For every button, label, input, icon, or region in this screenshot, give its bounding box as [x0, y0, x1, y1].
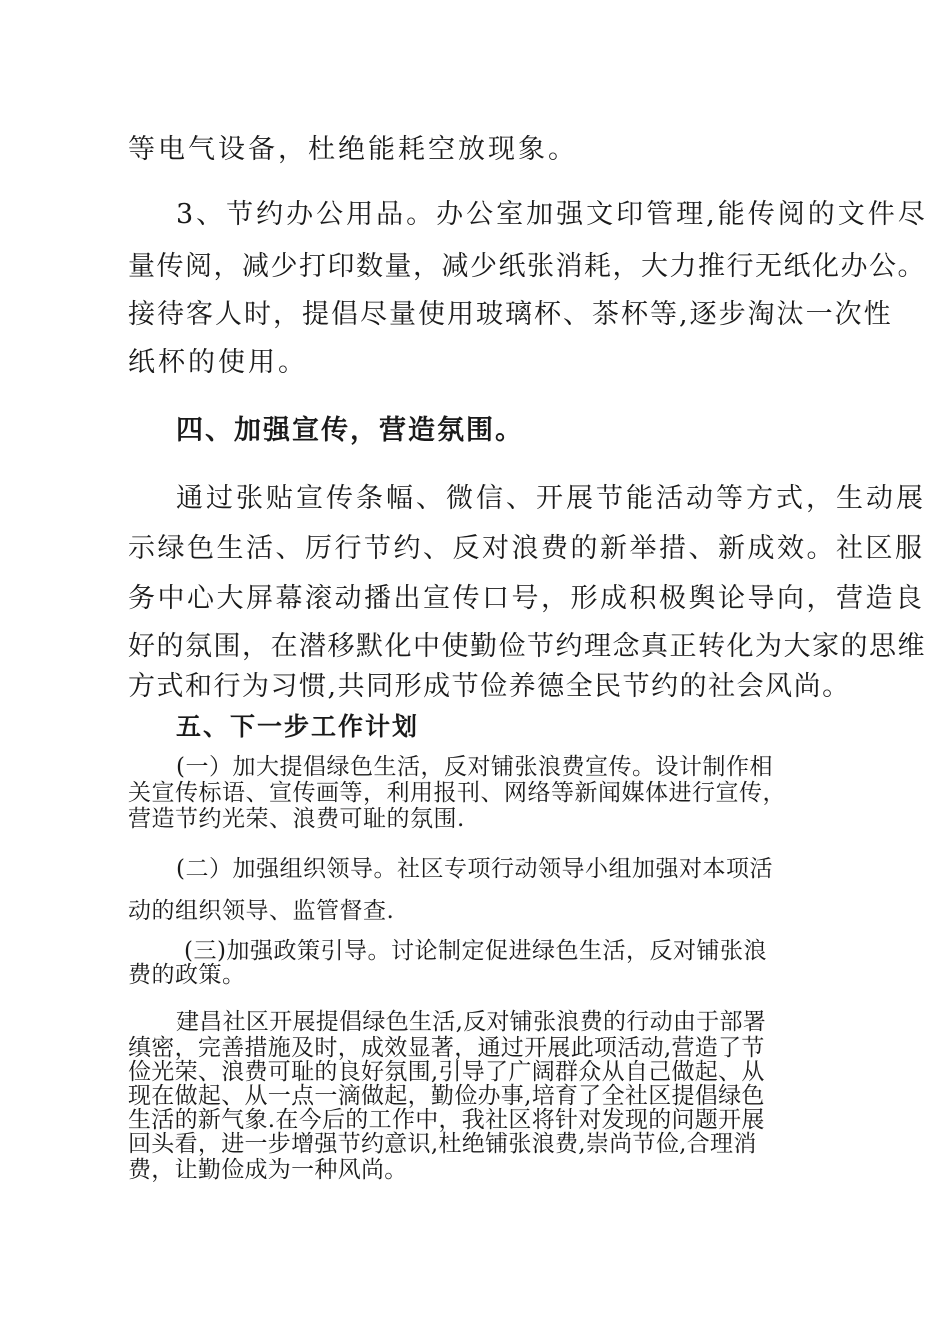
paragraph-summary-line: 建昌社区开展提倡绿色生活,反对铺张浪费的行动由于部署 — [176, 1009, 767, 1035]
paragraph-summary-line: 回头看，进一步增强节约意识,杜绝铺张浪费,崇尚节俭,合理消 — [128, 1131, 757, 1157]
paragraph-summary-line: 缜密，完善措施及时，成效显著，通过开展此项活动,营造了节 — [128, 1035, 765, 1061]
paragraph-item3-line: 量传阅，减少打印数量，减少纸张消耗，大力推行无纸化办公。 — [128, 251, 926, 282]
paragraph-plan1-line: 关宣传标语、宣传画等，利用报刊、网络等新闻媒体进行宣传， — [128, 780, 786, 806]
paragraph-plan1-line: 营造节约光荣、浪费可耻的氛围. — [128, 806, 465, 832]
paragraph-summary-line: 俭光荣、浪费可耻的良好氛围,引导了广阔群众从自己做起、从 — [128, 1059, 765, 1085]
paragraph-section4-line: 好的氛围，在潜移默化中使勤俭节约理念真正转化为大家的思维 — [128, 631, 926, 662]
paragraph-summary-line: 费，让勤俭成为一种风尚。 — [128, 1157, 408, 1183]
paragraph-summary-line: 现在做起、从一点一滴做起，勤俭办事,培育了全社区提倡绿色 — [128, 1083, 765, 1109]
paragraph-plan2-line: 动的组织领导、监管督查. — [128, 898, 395, 924]
section-heading-5: 五、下一步工作计划 — [176, 712, 420, 741]
paragraph-plan3-line: (三)加强政策引导。讨论制定促进绿色生活，反对铺张浪 — [184, 938, 767, 964]
paragraph-section4-line: 方式和行为习惯,共同形成节俭养德全民节约的社会风尚。 — [128, 671, 851, 702]
paragraph-summary-line: 生活的新气象.在今后的工作中，我社区将针对发现的问题开展 — [128, 1107, 765, 1133]
paragraph-plan3-line: 费的政策。 — [128, 962, 246, 988]
paragraph-plan1-line: (一）加大提倡绿色生活，反对铺张浪费宣传。设计制作相 — [176, 754, 773, 780]
paragraph-plan2-line: (二）加强组织领导。社区专项行动领导小组加强对本项活 — [176, 856, 773, 882]
paragraph-item3-line: 接待客人时，提倡尽量使用玻璃杯、茶杯等,逐步淘汰一次性 — [128, 299, 893, 330]
paragraph-item3-line: 3、节约办公用品。办公室加强文印管理,能传阅的文件尽 — [176, 199, 928, 230]
paragraph-item3-line: 纸杯的使用。 — [128, 347, 308, 378]
paragraph-section4-line: 务中心大屏幕滚动播出宣传口号，形成积极舆论导向，营造良 — [128, 583, 925, 614]
paragraph-intro-line: 等电气设备，杜绝能耗空放现象。 — [128, 134, 578, 165]
section-heading-4: 四、加强宣传，营造氛围。 — [176, 415, 524, 446]
paragraph-section4-line: 通过张贴宣传条幅、微信、开展节能活动等方式，生动展 — [176, 483, 926, 514]
paragraph-section4-line: 示绿色生活、厉行节约、反对浪费的新举措、新成效。社区服 — [128, 533, 925, 564]
